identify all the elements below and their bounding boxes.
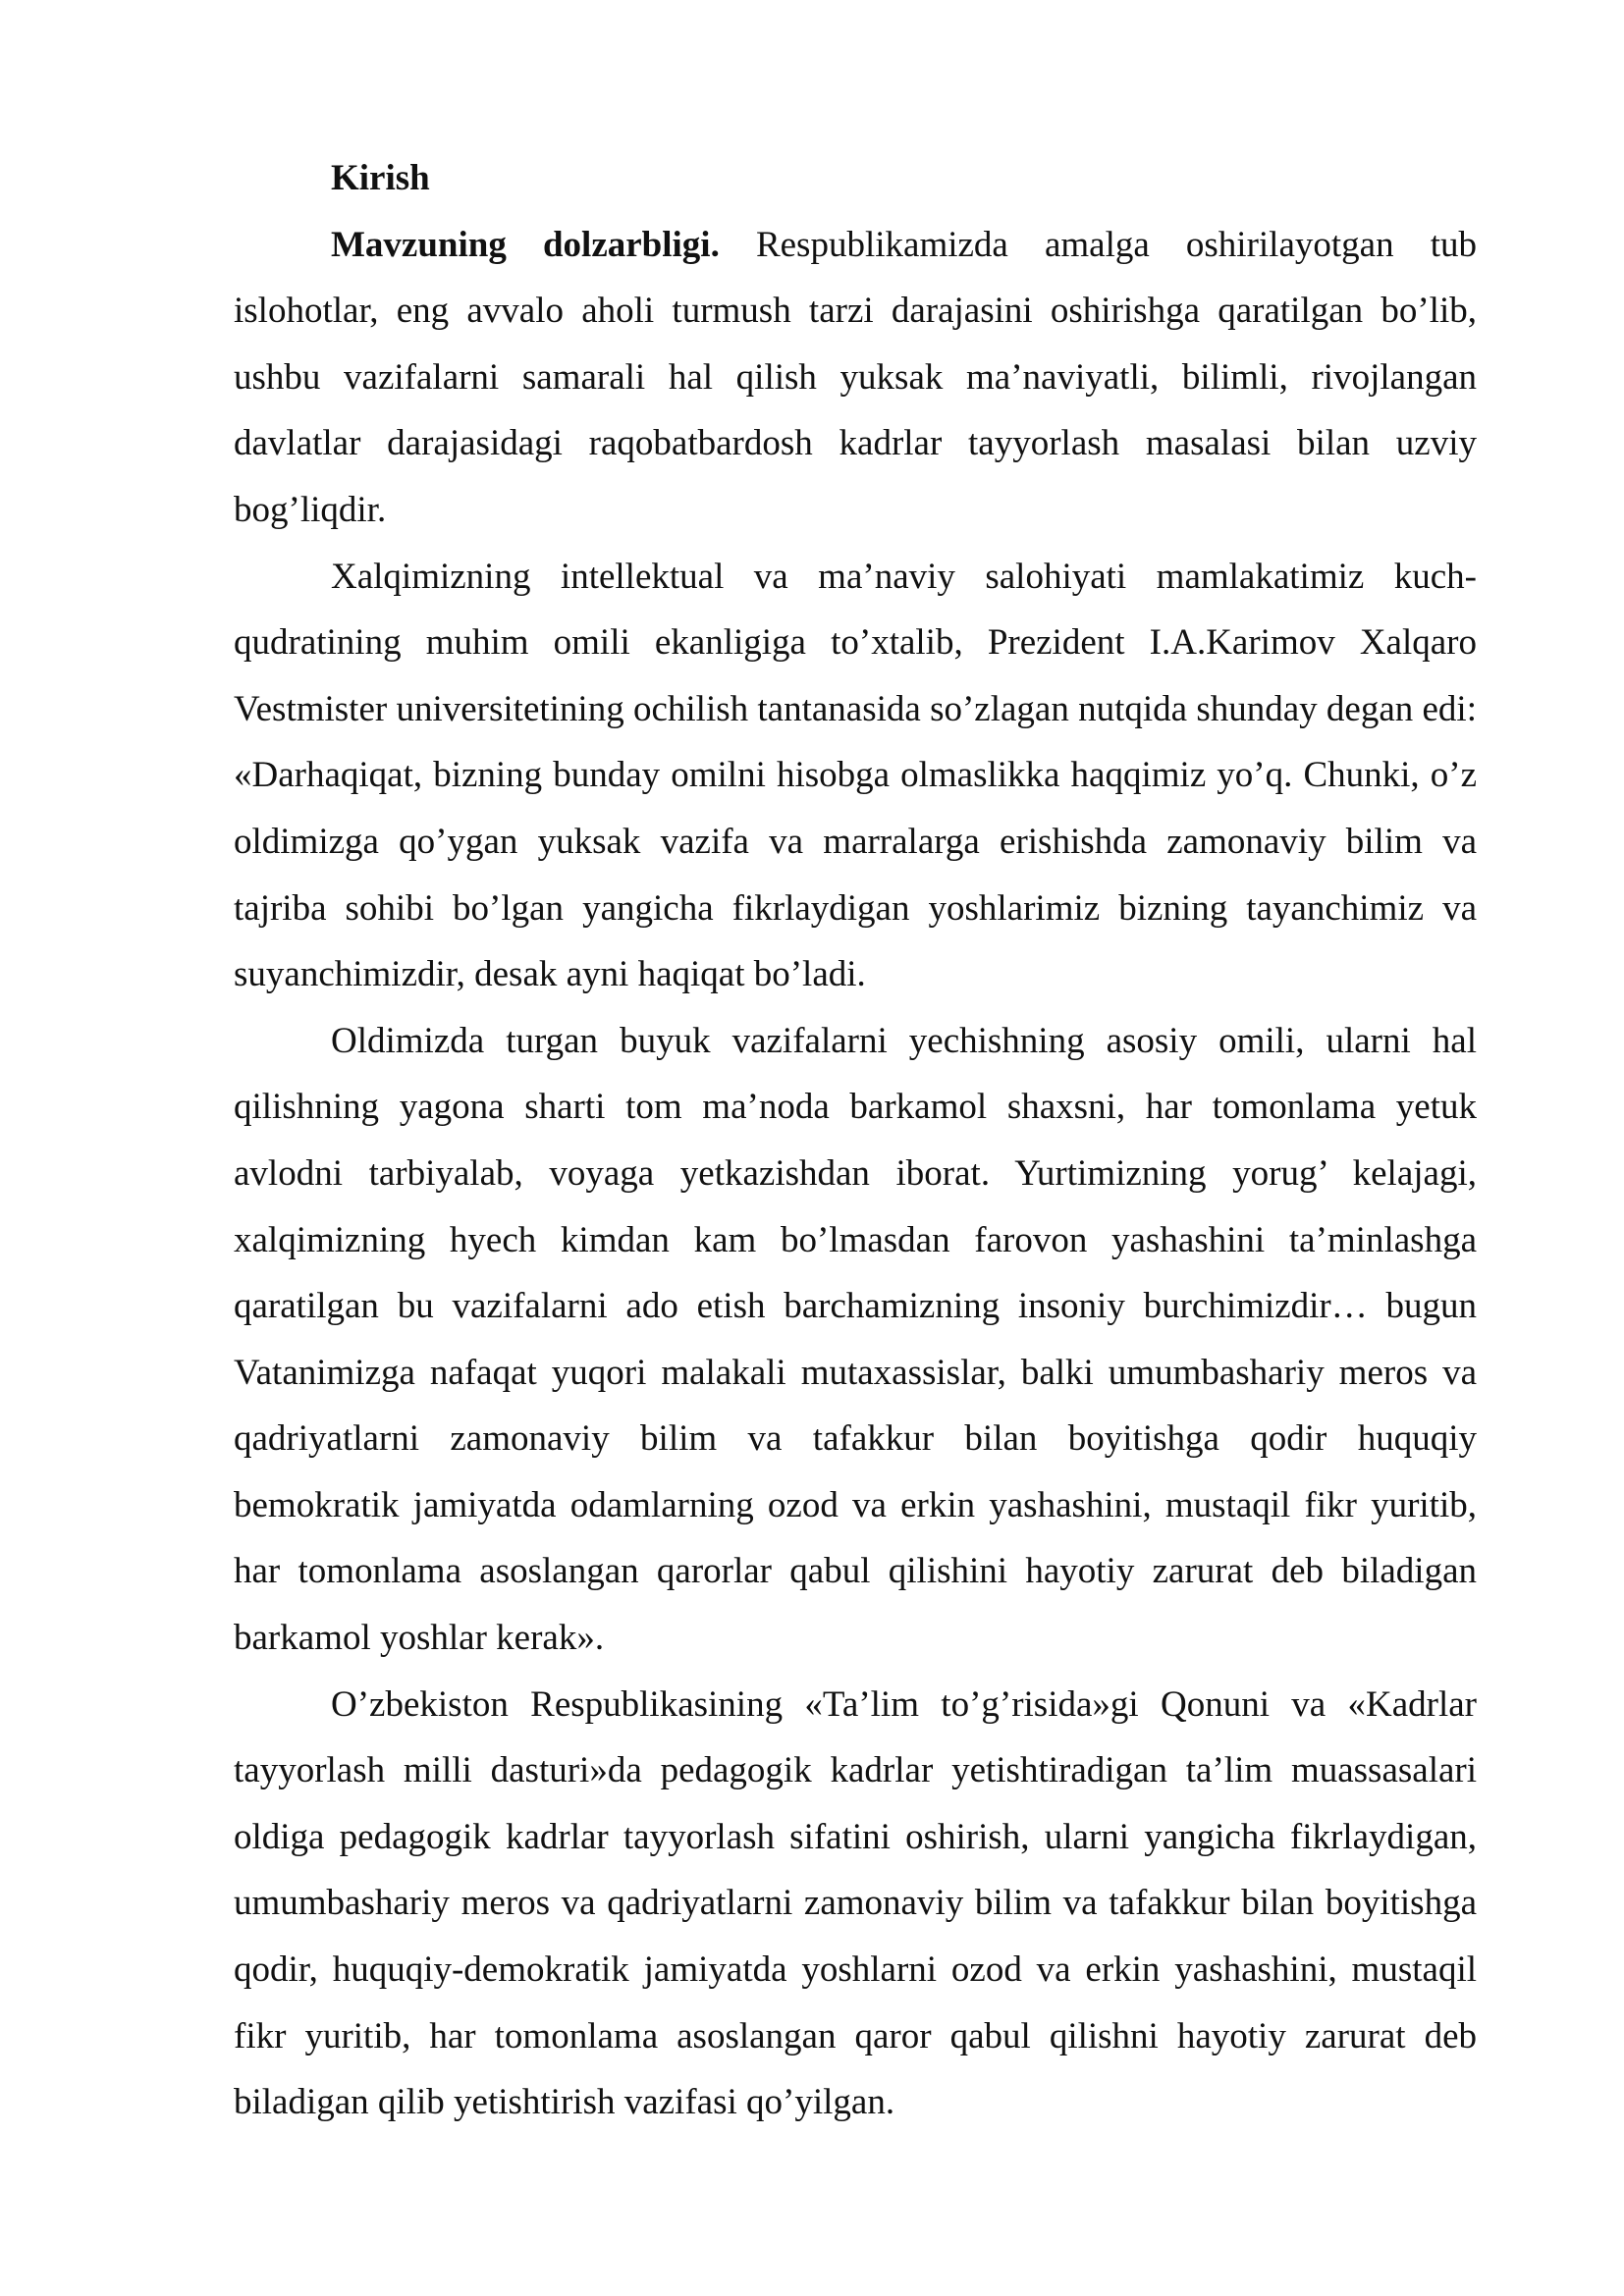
paragraph-text: Oldimizda turgan buyuk vazifalarni yechishning asosiy omili, ularni hal qilishning yagona sharti tom ma’noda barkamol shaxsni, har tomonlama yetuk avlodni tarbiyalab, voyaga yetkazishdan iborat. Yurtimizning yorug’ kelajagi, xalqimizning hyech kimdan kam bo’lmasdan farovon yashashini ta’minlashga qaratilgan bu vazifalarni ado etish barchamizning insoniy burchimizdir… bugun Vatanimizga nafaqat yuqori malakali mutaxassislar, balki umumbashariy meros va qadriyatlarni zamonaviy bilim va tafakkur bilan boyitishga qodir huquqiy bemokratik jamiyatda odamlarning ozod va erkin yashashini, mustaqil fikr yuritib, har tomonlama asoslangan qarorlar qabul qilishini hayotiy zarurat deb biladigan barkamol yoshlar kerak». <box>234 1020 1477 1659</box>
section-heading: Kirish <box>331 158 430 198</box>
paragraph-lead: Mavzuning dolzarbligi. <box>331 224 720 265</box>
paragraph-relevance <box>234 212 1477 544</box>
paragraph-law <box>234 1672 1477 2136</box>
document-page <box>234 145 1477 2136</box>
paragraph-quote-intro <box>234 544 1477 1008</box>
paragraph-quote-body <box>234 1008 1477 1672</box>
paragraph-text: Respublikamizda amalga oshirilayotgan tub islohotlar, eng avvalo aholi turmush tarzi darajasini oshirishga qaratilgan bo’lib, ushbu vazifalarni samarali hal qilish yuksak ma’naviyatli, bilimli, rivojlangan davlatlar darajasidagi raqobatbardosh kadrlar tayyorlash masalasi bilan uzviy bog’liqdir. <box>234 224 1477 530</box>
paragraph-text: Xalqimizning intellektual va ma’naviy salohiyati mamlakatimiz kuch-qudratining muhim omili ekanligiga to’xtalib, Prezident I.A.Karimov Xalqaro Vestmister universitetining ochilish tantanasida so’zlagan nutqida shunday degan edi: «Darhaqiqat, bizning bunday omilni hisobga olmaslikka haqqimiz yo’q. Chunki, o’z oldimizga qo’ygan yuksak vazifa va marralarga erishishda zamonaviy bilim va tajriba sohibi bo’lgan yangicha fikrlaydigan yoshlarimiz bizning tayanchimiz va suyanchimizdir, desak ayni haqiqat bo’ladi. <box>234 556 1477 995</box>
paragraph-text: O’zbekiston Respublikasining «Ta’lim to’g’risida»gi Qonuni va «Kadrlar tayyorlash milli dasturi»da pedagogik kadrlar yetishtiradigan ta’lim muassasalari oldiga pedagogik kadrlar tayyorlash sifatini oshirish, ularni yangicha fikrlaydigan, umumbashariy meros va qadriyatlarni zamonaviy bilim va tafakkur bilan boyitishga qodir, huquqiy-demokratik jamiyatda yoshlarni ozod va erkin yashashini, mustaqil fikr yuritib, har tomonlama asoslangan qaror qabul qilishni hayotiy zarurat deb biladigan qilib yetishtirish vazifasi qo’yilgan. <box>234 1683 1477 2123</box>
